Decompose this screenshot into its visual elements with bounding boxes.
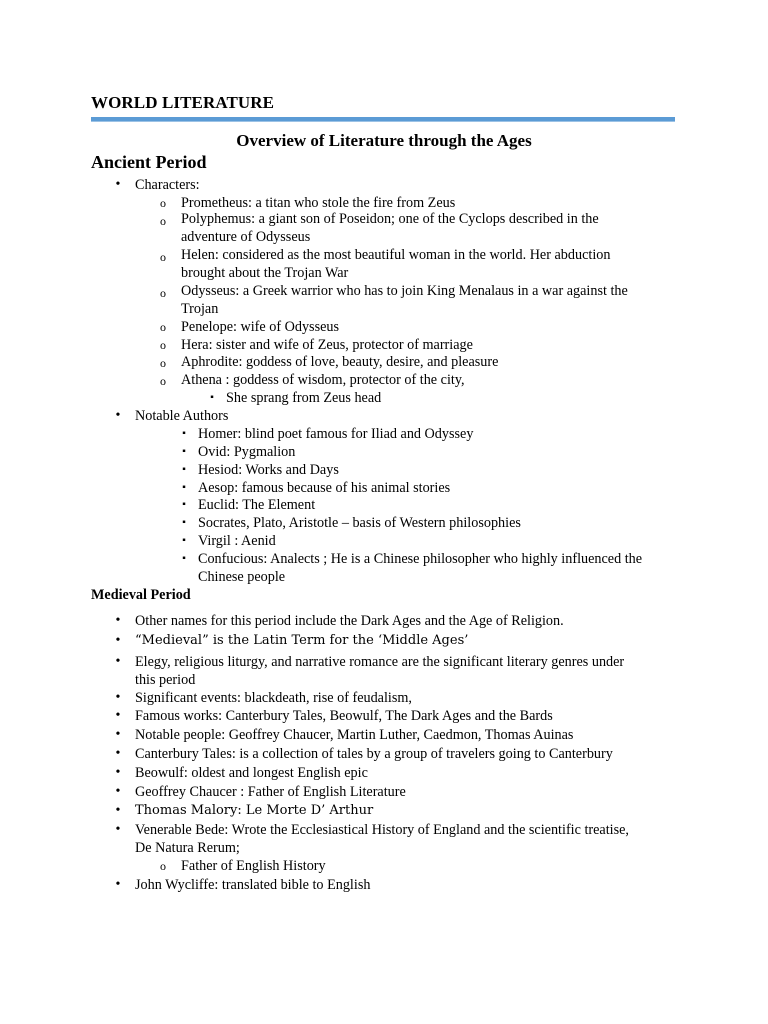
medieval-period-heading: Medieval Period xyxy=(91,587,191,603)
list-item: “Medieval” is the Latin Term for the ‘Middle Ages’ xyxy=(135,633,469,648)
list-item: Venerable Bede: Wrote the Ecclesiastical History of England and the scientific treatise, xyxy=(135,822,629,838)
disc-bullet-icon: • xyxy=(115,177,121,192)
square-bullet-icon: ▪ xyxy=(182,446,186,457)
list-item: Geoffrey Chaucer : Father of English Literature xyxy=(135,784,406,800)
circle-bullet-icon: o xyxy=(160,250,166,264)
list-item-continuation: De Natura Rerum; xyxy=(135,840,240,856)
title-rule-shadow xyxy=(91,121,675,122)
square-bullet-icon: ▪ xyxy=(182,428,186,439)
disc-bullet-icon: • xyxy=(115,784,121,799)
list-item: Elegy, religious liturgy, and narrative romance are the significant literary genres under xyxy=(135,654,625,670)
list-item: Socrates, Plato, Aristotle – basis of Western philosophies xyxy=(198,515,521,531)
list-item-continuation: brought about the Trojan War xyxy=(181,265,349,281)
list-item: Odysseus: a Greek warrior who has to join King Menalaus in a war against the xyxy=(181,283,628,299)
circle-bullet-icon: o xyxy=(160,374,166,388)
list-item: Beowulf: oldest and longest English epic xyxy=(135,765,368,781)
disc-bullet-icon: • xyxy=(115,803,121,818)
list-item: Famous works: Canterbury Tales, Beowulf, The Dark Ages and the Bards xyxy=(135,708,553,724)
list-item: Euclid: The Element xyxy=(198,497,316,513)
disc-bullet-icon: • xyxy=(115,877,121,892)
list-item: Homer: blind poet famous for Iliad and Odyssey xyxy=(198,426,474,442)
list-item: Other names for this period include the Dark Ages and the Age of Religion. xyxy=(135,613,564,629)
square-bullet-icon: ▪ xyxy=(182,535,186,546)
square-bullet-icon: ▪ xyxy=(182,553,186,564)
list-item-continuation: Trojan xyxy=(181,301,219,317)
disc-bullet-icon: • xyxy=(115,690,121,705)
list-item: Hera: sister and wife of Zeus, protector of marriage xyxy=(181,337,473,353)
list-item: Aesop: famous because of his animal stories xyxy=(198,480,451,496)
list-item: Aphrodite: goddess of love, beauty, desire, and pleasure xyxy=(181,354,499,370)
list-item: Notable people: Geoffrey Chaucer, Martin Luther, Caedmon, Thomas Auinas xyxy=(135,727,574,743)
list-item: Canterbury Tales: is a collection of tales by a group of travelers going to Canterbury xyxy=(135,746,613,762)
list-item-continuation: this period xyxy=(135,672,196,688)
list-item: Thomas Malory: Le Morte D’ Arthur xyxy=(135,803,374,818)
disc-bullet-icon: • xyxy=(115,746,121,761)
list-item: Hesiod: Works and Days xyxy=(198,462,339,478)
document-subtitle: Overview of Literature through the Ages xyxy=(236,131,532,150)
circle-bullet-icon: o xyxy=(160,286,166,300)
ancient-period-heading: Ancient Period xyxy=(91,152,207,172)
list-item: Father of English History xyxy=(181,858,326,874)
list-item: Significant events: blackdeath, rise of feudalism, xyxy=(135,690,412,706)
disc-bullet-icon: • xyxy=(115,654,121,669)
disc-bullet-icon: • xyxy=(115,613,121,628)
square-bullet-icon: ▪ xyxy=(182,464,186,475)
list-item: She sprang from Zeus head xyxy=(226,390,382,406)
square-bullet-icon: ▪ xyxy=(182,517,186,528)
disc-bullet-icon: • xyxy=(115,408,121,423)
list-item: Virgil : Aenid xyxy=(198,533,276,549)
list-item: Ovid: Pygmalion xyxy=(198,444,296,460)
list-item: Confucious: Analects ; He is a Chinese philosopher who highly influenced the xyxy=(198,551,643,567)
circle-bullet-icon: o xyxy=(160,338,166,352)
square-bullet-icon: ▪ xyxy=(182,482,186,493)
list-item: Polyphemus: a giant son of Poseidon; one of the Cyclops described in the xyxy=(181,211,599,227)
document-title: WORLD LITERATURE xyxy=(91,93,275,112)
disc-bullet-icon: • xyxy=(115,708,121,723)
list-item: John Wycliffe: translated bible to English xyxy=(135,877,371,893)
circle-bullet-icon: o xyxy=(160,859,166,873)
disc-bullet-icon: • xyxy=(115,822,121,837)
list-item-continuation: adventure of Odysseus xyxy=(181,229,311,245)
disc-bullet-icon: • xyxy=(115,765,121,780)
list-item: Athena : goddess of wisdom, protector of the city, xyxy=(181,372,465,388)
list-item-continuation: Chinese people xyxy=(198,569,286,585)
disc-bullet-icon: • xyxy=(115,727,121,742)
list-item: Helen: considered as the most beautiful woman in the world. Her abduction xyxy=(181,247,611,263)
circle-bullet-icon: o xyxy=(160,196,166,210)
circle-bullet-icon: o xyxy=(160,320,166,334)
square-bullet-icon: ▪ xyxy=(182,499,186,510)
list-item: Prometheus: a titan who stole the fire from Zeus xyxy=(181,195,456,211)
characters-label: Characters: xyxy=(135,177,200,193)
square-bullet-icon: ▪ xyxy=(210,392,214,403)
disc-bullet-icon: • xyxy=(115,633,121,648)
circle-bullet-icon: o xyxy=(160,214,166,228)
list-item: Penelope: wife of Odysseus xyxy=(181,319,340,335)
circle-bullet-icon: o xyxy=(160,356,166,370)
notable-authors-label: Notable Authors xyxy=(135,408,229,424)
